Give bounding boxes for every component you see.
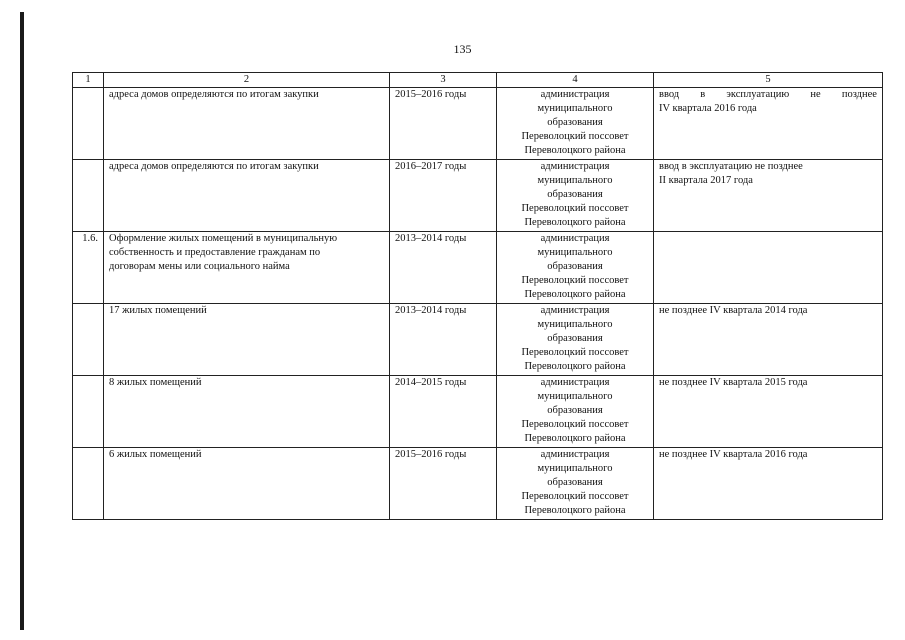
row-executor: администрация муниципального образования Переволоцкий поссовет Переволоцкого района <box>497 160 654 232</box>
row-term: ввод в эксплуатацию не позднее IV квартала 2016 года <box>654 88 883 160</box>
row-term: не позднее IV квартала 2015 года <box>654 376 883 448</box>
row-period: 2016–2017 годы <box>390 160 497 232</box>
row-term <box>654 232 883 304</box>
scan-edge-line <box>20 12 24 630</box>
table-row <box>73 160 883 232</box>
table-row <box>73 232 883 304</box>
row-description: адреса домов определяются по итогам закупки <box>104 88 390 160</box>
row-description: адреса домов определяются по итогам закупки <box>104 160 390 232</box>
row-description: 17 жилых помещений <box>104 304 390 376</box>
row-number: 1.6. <box>73 232 104 304</box>
row-period: 2014–2015 годы <box>390 376 497 448</box>
row-period: 2013–2014 годы <box>390 232 497 304</box>
row-executor: администрация муниципального образования Переволоцкий поссовет Переволоцкого района <box>497 232 654 304</box>
row-period: 2015–2016 годы <box>390 88 497 160</box>
program-table <box>72 72 883 520</box>
row-executor: администрация муниципального образования Переволоцкий поссовет Переволоцкого района <box>497 448 654 520</box>
row-number <box>73 88 104 160</box>
row-executor: администрация муниципального образования Переволоцкий поссовет Переволоцкого района <box>497 304 654 376</box>
table-row <box>73 88 883 160</box>
row-description: 8 жилых помещений <box>104 376 390 448</box>
header-col-4: 4 <box>497 73 654 88</box>
header-col-1: 1 <box>73 73 104 88</box>
row-description: 6 жилых помещений <box>104 448 390 520</box>
term-justified-line: ввод в эксплуатацию не позднее <box>659 89 877 100</box>
row-executor: администрация муниципального образования Переволоцкий поссовет Переволоцкого района <box>497 88 654 160</box>
row-number <box>73 304 104 376</box>
page-number: 135 <box>453 42 472 56</box>
row-executor: администрация муниципального образования Переволоцкий поссовет Переволоцкого района <box>497 376 654 448</box>
row-description: Оформление жилых помещений в муниципальную собственность и предоставление гражданам по договорам мены или социального найма <box>104 232 390 304</box>
row-period: 2015–2016 годы <box>390 448 497 520</box>
row-term: не позднее IV квартала 2014 года <box>654 304 883 376</box>
header-row <box>73 73 883 88</box>
row-term: ввод в эксплуатацию не позднее II квартала 2017 года <box>654 160 883 232</box>
row-period: 2013–2014 годы <box>390 304 497 376</box>
row-number <box>73 160 104 232</box>
row-term: не позднее IV квартала 2016 года <box>654 448 883 520</box>
header-col-2: 2 <box>104 73 390 88</box>
header-col-5: 5 <box>654 73 883 88</box>
table-row <box>73 448 883 520</box>
row-number <box>73 376 104 448</box>
header-col-3: 3 <box>390 73 497 88</box>
table-row <box>73 376 883 448</box>
table-row <box>73 304 883 376</box>
row-number <box>73 448 104 520</box>
